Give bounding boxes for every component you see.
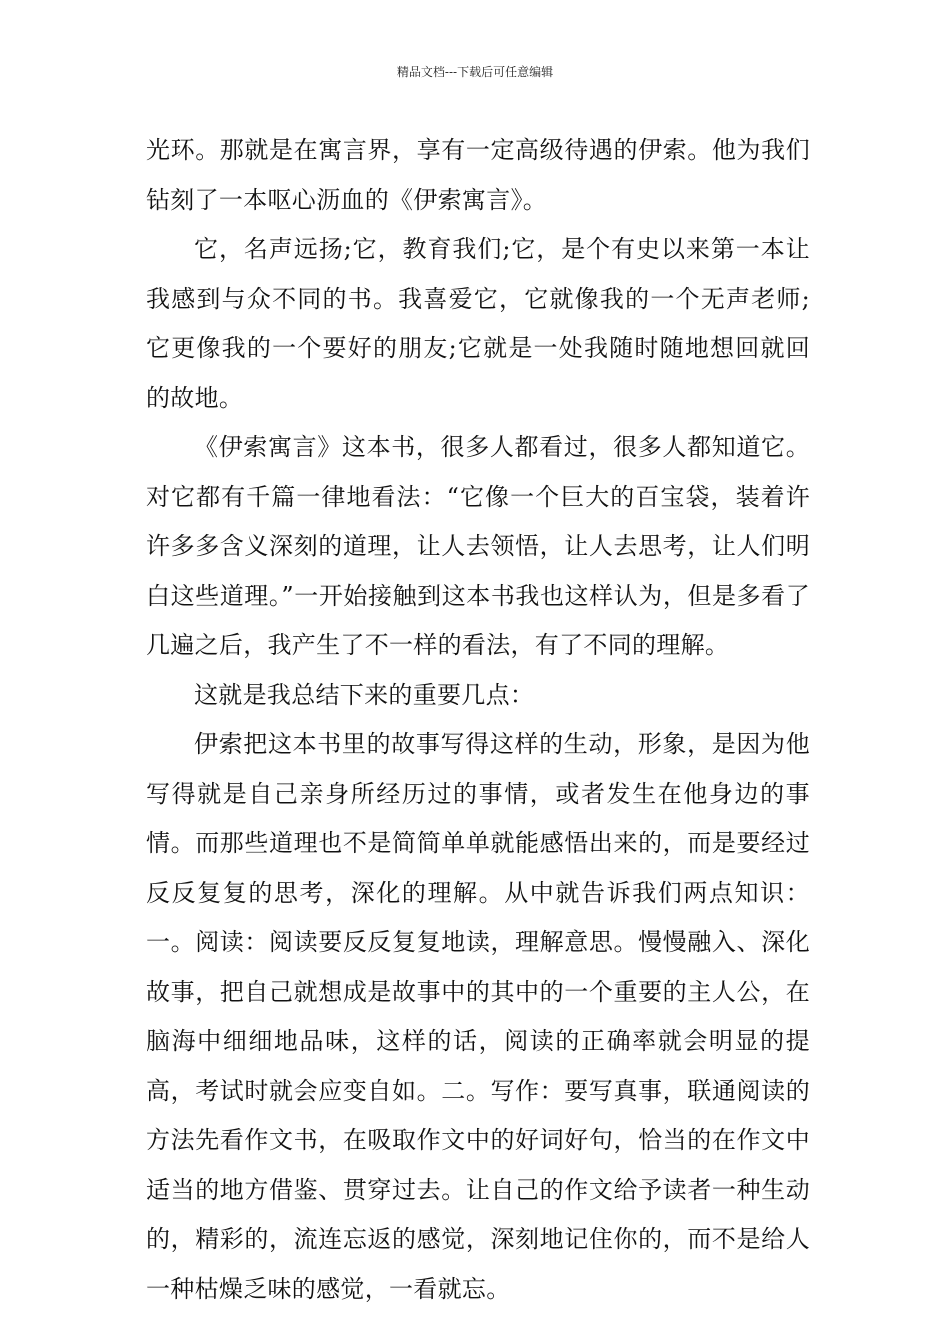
paragraph: 它，名声远扬;它，教育我们;它，是个有史以来第一本让我感到与众不同的书。我喜爱它，它就像我的一个无声老师;它更像我的一个要好的朋友;它就是一处我随时随地想回就回的故地。 — [146, 235, 810, 412]
paragraph: 伊索把这本书里的故事写得这样的生动，形象，是因为他写得就是自己亲身所经历过的事情，或者发生在他身边的事情。而那些道理也不是简简单单就能感悟出来的，而是要经过反反复复的思考，深化的理解。从中就告诉我们两点知识：一。阅读：阅读要反反复复地读，理解意思。慢慢融入、深化故事，把自己就想成是故事中的其中的一个重要的主人公，在脑海中细细地品味，这样的话，阅读的正确率就会明显的提高，考试时就会应变自如。二。写作：要写真事，联通阅读的方法先看作文书，在吸取作文中的好词好句，恰当的在作文中适当的地方借鉴、贯穿过去。让自己的作文给予读者一种生动的，精彩的，流连忘返的感觉，深刻地记住你的，而不是给人一种枯燥乏味的感觉，一看就忘。 — [146, 730, 810, 1303]
document-body — [146, 126, 810, 1314]
page-header: 精品文档---下载后可任意编辑 — [396, 65, 554, 79]
paragraph: 这就是我总结下来的重要几点： — [194, 680, 535, 709]
paragraph-continuation: 光环。那就是在寓言界，享有一定高级待遇的伊索。他为我们钻刻了一本呕心沥血的《伊索寓言》。 — [146, 136, 810, 214]
paragraph: 《伊索寓言》这本书，很多人都看过，很多人都知道它。对它都有千篇一律地看法：“它像一个巨大的百宝袋，装着许许多多含义深刻的道理，让人去领悟，让人去思考，让人们明白这些道理。”一开始接触到这本书我也这样认为，但是多看了几遍之后，我产生了不一样的看法，有了不同的理解。 — [146, 433, 810, 659]
